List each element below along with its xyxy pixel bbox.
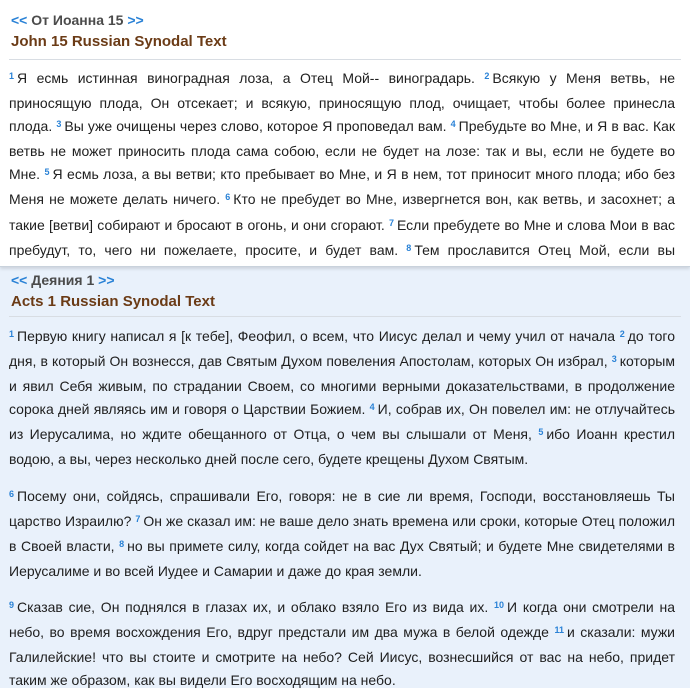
verse-number[interactable]: 5 bbox=[538, 427, 544, 438]
verse-text: которым и явил Себя живым, по страдании Своем, со многими верными доказательствами, в продолжение сорока дней являясь им и говоря о Царствии Божием. bbox=[9, 353, 675, 418]
translation-subtitle: John 15 Russian Synodal Text bbox=[11, 33, 227, 50]
verse-number[interactable]: 1 bbox=[9, 71, 15, 81]
acts-text bbox=[9, 325, 675, 688]
verse-text: и сказали: мужи Галилейские! что вы стоите и смотрите на небо? Сей Иисус, вознесшийся от вас на небо, придет таким же образом, как вы видели Его восходящим на небо. bbox=[9, 624, 676, 688]
verse-number[interactable]: 6 bbox=[225, 192, 231, 203]
verse-number[interactable]: 8 bbox=[119, 538, 125, 549]
paragraph bbox=[9, 485, 675, 583]
verse-number[interactable]: 10 bbox=[494, 599, 505, 610]
chapter-title: Деяния 1 bbox=[31, 272, 95, 288]
verse-number[interactable]: 6 bbox=[9, 488, 15, 499]
verse-text: Вы уже очищены через слово, которое Я проповедал вам. bbox=[64, 118, 447, 135]
paragraph bbox=[9, 67, 675, 267]
prev-chapter-link[interactable]: << bbox=[11, 12, 28, 28]
verse-text: Тем прославится Отец Мой, если вы bbox=[414, 241, 676, 258]
verse-number[interactable]: 4 bbox=[369, 402, 375, 413]
verse-text: Он же сказал им: не ваше дело знать времена или сроки, которые Отец положил в Своей власти, bbox=[9, 512, 676, 554]
divider bbox=[9, 59, 681, 60]
verse-text: Я есмь истинная виноградная лоза, а Отец Мой-- виноградарь. bbox=[17, 70, 475, 86]
john-15-panel bbox=[0, 0, 690, 267]
verse-text: Я есмь лоза, а вы ветви; кто пребывает во Мне, и Я в нем, тот приносит много плода; ибо без Меня не можете делать ничего. bbox=[9, 166, 675, 208]
acts-nav bbox=[11, 272, 215, 289]
verse-number[interactable]: 4 bbox=[450, 119, 456, 130]
verse-number[interactable]: 2 bbox=[484, 71, 490, 81]
verse-text: Посему они, сойдясь, спрашивали Его, говоря: не в сие ли время, Господи, восстановляешь Ты царство Израилю? bbox=[9, 487, 675, 529]
verse-text: ибо Иоанн крестил водою, а вы, через несколько дней после сего, будете крещены Духом Святым. bbox=[9, 426, 675, 468]
verse-number[interactable]: 7 bbox=[135, 513, 141, 524]
verse-text: но вы примете силу, когда сойдет на вас Дух Святый; и будете Мне свидетелями в Иерусалиме и во всей Иудее и Самарии и даже до края земли. bbox=[9, 537, 675, 579]
verse-text: до того дня, в который Он вознесся, дав Святым Духом повеления Апостолам, которых Он избрал, bbox=[9, 328, 675, 370]
john-header bbox=[11, 12, 227, 51]
verse-number[interactable]: 3 bbox=[56, 119, 62, 130]
divider bbox=[9, 316, 681, 317]
next-chapter-link[interactable]: >> bbox=[127, 12, 144, 28]
verse-text: Первую книгу написал я [к тебе], Феофил, о всем, что Иисус делал и чему учил от начала bbox=[17, 328, 616, 344]
verse-number[interactable]: 8 bbox=[406, 242, 412, 253]
paragraph bbox=[9, 596, 675, 688]
verse-text: Пребудьте во Мне, и Я в вас. Как ветвь не может приносить плода сама собою, если не будет на лозе: так и вы, если не будете во Мне. bbox=[9, 118, 676, 183]
john-text bbox=[9, 67, 675, 267]
verse-text: Кто не пребудет во Мне, извергнется вон, как ветвь, и засохнет; а такие [ветви] собирают и бросают в огонь, и они сгорают. bbox=[9, 191, 675, 233]
prev-chapter-link[interactable]: << bbox=[11, 272, 28, 288]
verse-number[interactable]: 2 bbox=[619, 329, 625, 339]
verse-text: Всякую у Меня ветвь, не приносящую плода, Он отсекает; и всякую, приносящую плод, очищает, чтобы более принесла плода. bbox=[9, 70, 675, 135]
verse-number[interactable]: 3 bbox=[611, 354, 617, 365]
verse-number[interactable]: 11 bbox=[554, 625, 564, 636]
acts-1-panel bbox=[0, 266, 690, 688]
acts-header bbox=[11, 272, 215, 311]
paragraph bbox=[9, 325, 675, 472]
verse-text: И, собрав их, Он повелел им: не отлучайтесь из Иерусалима, но ждите обещанного от Отца, о чем вы слышали от Меня, bbox=[9, 401, 676, 443]
verse-number[interactable]: 7 bbox=[388, 217, 394, 228]
verse-text: Если пребудете во Мне и слова Мои в вас пребудут, то, чего ни пожелаете, просите, и будет вам. bbox=[9, 216, 676, 258]
next-chapter-link[interactable]: >> bbox=[98, 272, 115, 288]
verse-number[interactable]: 9 bbox=[9, 599, 15, 610]
chapter-title: От Иоанна 15 bbox=[31, 12, 124, 28]
verse-number[interactable]: 1 bbox=[9, 329, 15, 339]
translation-subtitle: Acts 1 Russian Synodal Text bbox=[11, 293, 215, 310]
verse-number[interactable]: 5 bbox=[44, 167, 50, 178]
verse-text: И когда они смотрели на небо, во время восхождения Его, вдруг предстали им два мужа в белой одежде bbox=[9, 598, 676, 641]
john-nav bbox=[11, 12, 227, 29]
verse-text: Сказав сие, Он поднялся в глазах их, и облако взяло Его из вида их. bbox=[17, 598, 489, 615]
